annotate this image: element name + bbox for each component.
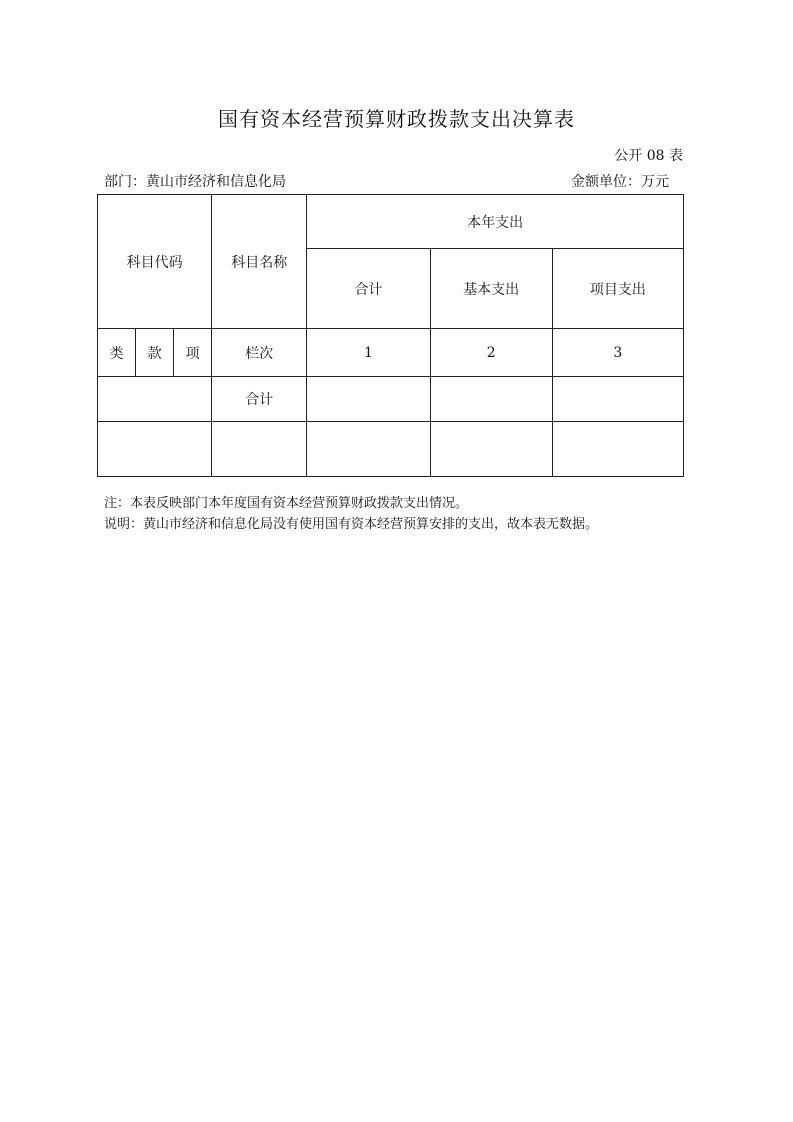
total-row-label: 合计 xyxy=(212,377,307,422)
empty-project-cell xyxy=(552,422,683,477)
header-row-1 xyxy=(98,195,684,249)
header-basic-expenditure: 基本支出 xyxy=(430,249,552,329)
explanation-text: 说明：黄山市经济和信息化局没有使用国有资本经营预算安排的支出，故本表无数据。 xyxy=(104,517,599,532)
total-row xyxy=(98,377,684,422)
column-number-row xyxy=(98,329,684,377)
amount-unit-label: 金额单位：万元 xyxy=(571,174,669,190)
header-subject-code: 科目代码 xyxy=(98,195,212,329)
note-text: 注：本表反映部门本年度国有资本经营预算财政拨款支出情况。 xyxy=(104,496,469,511)
form-number: 公开 08 表 xyxy=(614,148,683,164)
empty-basic-cell xyxy=(430,422,552,477)
header-subject-name: 科目名称 xyxy=(212,195,307,329)
empty-total-cell xyxy=(307,422,430,477)
code-section-cell: 款 xyxy=(136,329,174,377)
empty-data-row xyxy=(98,422,684,477)
code-class-cell: 类 xyxy=(98,329,136,377)
header-total: 合计 xyxy=(307,249,430,329)
page-title: 国有资本经营预算财政拨款支出决算表 xyxy=(218,107,575,131)
expenditure-table xyxy=(97,194,684,477)
total-row-project-cell xyxy=(552,377,683,422)
empty-code-cell xyxy=(98,422,212,477)
column-number-1: 1 xyxy=(307,329,430,377)
empty-name-cell xyxy=(212,422,307,477)
department-label: 部门：黄山市经济和信息化局 xyxy=(104,174,286,190)
column-number-label: 栏次 xyxy=(212,329,307,377)
column-number-2: 2 xyxy=(430,329,552,377)
total-row-code-cell xyxy=(98,377,212,422)
header-current-year-expenditure: 本年支出 xyxy=(307,195,684,249)
header-project-expenditure: 项目支出 xyxy=(552,249,683,329)
total-row-total-cell xyxy=(307,377,430,422)
notes-section xyxy=(104,493,598,535)
column-number-3: 3 xyxy=(552,329,683,377)
code-item-cell: 项 xyxy=(174,329,212,377)
total-row-basic-cell xyxy=(430,377,552,422)
